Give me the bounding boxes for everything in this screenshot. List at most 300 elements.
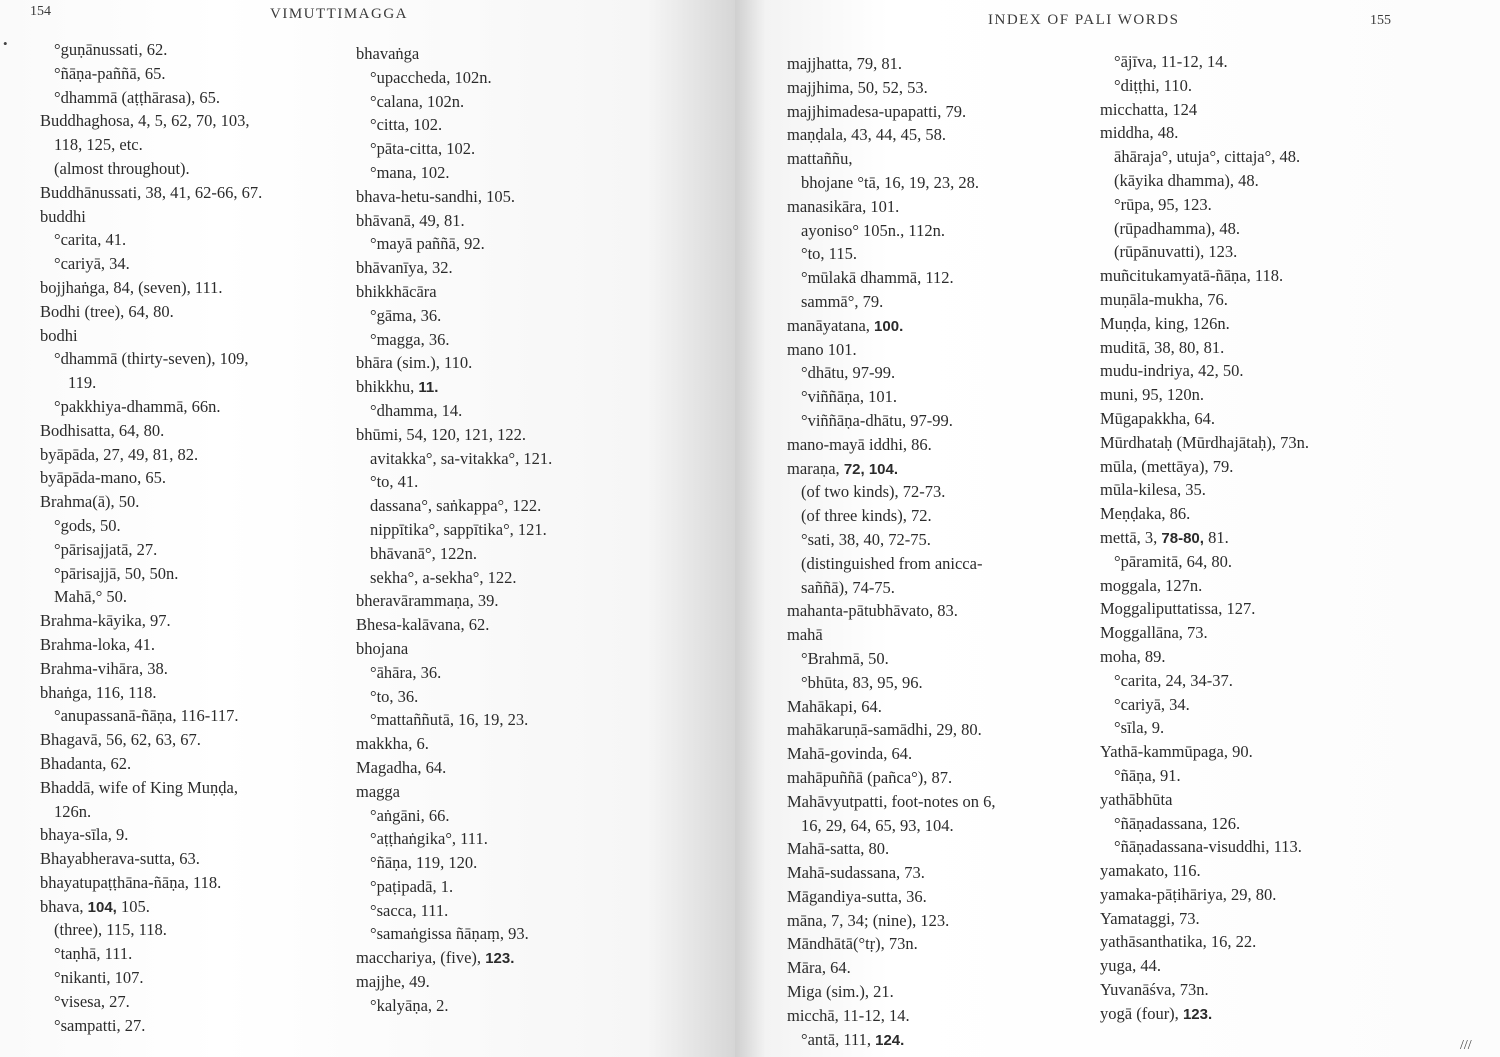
index-entry — [1100, 193, 1420, 217]
entry-text: bodhi — [40, 325, 78, 345]
entry-text: °viññāṇa-dhātu, 97-99. — [801, 410, 953, 430]
index-entry — [356, 518, 676, 542]
entry-text: macchariya, (five), — [356, 948, 486, 968]
entry-text: Mahā-satta, 80. — [787, 839, 890, 859]
entry-text: (rūpānuvatti), 123. — [1114, 242, 1238, 262]
index-entry — [40, 823, 360, 847]
entry-text: byāpāda, 27, 49, 81, 82. — [40, 444, 199, 464]
entry-text: bhava-hetu-sandhi, 105. — [356, 186, 515, 206]
entry-text: makkha, 6. — [356, 734, 429, 754]
index-entry — [1100, 1002, 1420, 1026]
entry-text: bheravārammaṇa, 39. — [356, 591, 499, 611]
entry-text: bhavaṅga — [356, 44, 420, 63]
entry-text: āhāraja°, utuja°, cittaja°, 48. — [1114, 147, 1301, 167]
entry-text: (distinguished from anicca- — [801, 553, 983, 573]
entry-text: Bhesa-kalāvana, 62. — [356, 615, 490, 635]
entry-text: °ñāṇadassana, 126. — [1114, 813, 1241, 833]
index-entry — [40, 324, 360, 348]
entry-text: byāpāda-mano, 65. — [40, 468, 166, 488]
entry-text: majjhima, 50, 52, 53. — [787, 77, 928, 97]
entry-text: yathābhūta — [1100, 789, 1173, 809]
index-entry — [787, 909, 1107, 933]
index-entry — [40, 347, 360, 371]
entry-text: °ñāṇadassana-visuddhi, 113. — [1114, 837, 1302, 857]
index-entry — [356, 137, 676, 161]
entry-text: muñcitukamyatā-ñāṇa, 118. — [1100, 266, 1284, 286]
entry-text: °pārisajjā, 50, 50n. — [54, 563, 179, 583]
entry-bold-ref: 11. — [418, 379, 439, 397]
entry-text: sekha°, a-sekha°, 122. — [370, 567, 517, 587]
entry-text: °dhammā (aṭṭhārasa), 65. — [54, 87, 221, 107]
entry-text: °bhūta, 83, 95, 96. — [801, 672, 923, 692]
entry-text: Mahākapi, 64. — [787, 696, 882, 716]
index-entry — [40, 609, 360, 633]
entry-text: manāyatana, — [787, 315, 875, 335]
index-entry — [1100, 336, 1420, 360]
entry-bold-ref: 124. — [875, 1031, 905, 1049]
index-entry — [1100, 455, 1420, 479]
right-page — [735, 0, 1500, 1057]
entry-text: Mahā-sudassana, 73. — [787, 863, 925, 883]
index-entry — [40, 657, 360, 681]
index-entry — [1100, 883, 1420, 907]
entry-text: bojjhaṅga, 84, (seven), 111. — [40, 277, 223, 297]
index-entry — [40, 395, 360, 419]
index-entry — [787, 76, 1107, 100]
entry-text: dassana°, saṅkappa°, 122. — [370, 496, 542, 516]
index-entry — [40, 86, 360, 110]
index-entry — [787, 195, 1107, 219]
index-entry — [787, 1004, 1107, 1028]
entry-text: yuga, 44. — [1100, 956, 1161, 976]
index-entry — [1100, 978, 1420, 1002]
index-entry — [787, 266, 1107, 290]
entry-text: mahāpuññā (pañca°), 87. — [787, 767, 953, 787]
index-entry — [356, 780, 676, 804]
index-entry — [356, 351, 676, 375]
index-entry — [356, 661, 676, 685]
entry-text: bhaya-sīla, 9. — [40, 825, 129, 845]
entry-text: Mahā-govinda, 64. — [787, 744, 913, 764]
index-entry — [356, 827, 676, 851]
index-entry — [40, 109, 360, 133]
index-entry — [356, 328, 676, 352]
entry-text: Māndhātā(°tṛ), 73n. — [787, 934, 918, 954]
index-entry — [1100, 312, 1420, 336]
index-entry — [787, 219, 1107, 243]
entry-text: bhikkhu, — [356, 377, 419, 397]
index-entry — [40, 205, 360, 229]
entry-bold-ref: 123. — [485, 950, 515, 968]
index-entry — [356, 280, 676, 304]
entry-text: 16, 29, 64, 65, 93, 104. — [801, 815, 954, 835]
index-entry — [787, 718, 1107, 742]
index-entry — [1100, 669, 1420, 693]
index-entry — [356, 899, 676, 923]
entry-text: (rūpadhamma), 48. — [1114, 218, 1240, 238]
entry-text: °mattaññutā, 16, 19, 23. — [370, 710, 529, 730]
index-entry — [356, 946, 676, 970]
entry-text: °sampatti, 27. — [54, 1015, 146, 1035]
entry-text: °samaṅgissa ñāṇaṃ, 93. — [370, 924, 529, 944]
index-entry — [356, 613, 676, 637]
index-entry — [787, 528, 1107, 552]
index-entry — [356, 375, 676, 399]
entry-text: Māgandiya-sutta, 36. — [787, 886, 927, 906]
index-entry — [356, 42, 676, 66]
index-entry — [787, 123, 1107, 147]
index-entry — [787, 837, 1107, 861]
entry-text: bhāvanīya, 32. — [356, 258, 453, 278]
index-entry — [40, 276, 360, 300]
index-entry — [40, 181, 360, 205]
entry-text: °pārisajjatā, 27. — [54, 539, 158, 559]
entry-text: buddhi — [40, 206, 86, 226]
index-entry — [356, 399, 676, 423]
entry-text: bhaṅga, 116, 118. — [40, 682, 157, 702]
index-entry — [356, 875, 676, 899]
index-entry — [356, 566, 676, 590]
entry-text: °aṭṭhaṅgika°, 111. — [370, 829, 488, 849]
entry-text: °viññāṇa, 101. — [801, 387, 897, 407]
index-entry — [1100, 693, 1420, 717]
entry-text: Magadha, 64. — [356, 757, 447, 777]
entry-text: °kalyāṇa, 2. — [370, 995, 449, 1015]
entry-text: maṇḍala, 43, 44, 45, 58. — [787, 125, 947, 145]
entry-text: °pāramitā, 64, 80. — [1114, 551, 1232, 571]
index-entry — [1100, 621, 1420, 645]
index-entry — [787, 504, 1107, 528]
index-entry — [1100, 716, 1420, 740]
index-entry — [1100, 288, 1420, 312]
index-entry — [356, 637, 676, 661]
entry-text: °cariyā, 34. — [1114, 694, 1190, 714]
index-entry — [356, 994, 676, 1018]
entry-text: magga — [356, 781, 400, 801]
entry-text: Moggaliputtatissa, 127. — [1100, 599, 1256, 619]
index-entry — [1100, 145, 1420, 169]
index-entry — [40, 1014, 360, 1038]
entry-text: majjhe, 49. — [356, 972, 430, 992]
index-entry — [40, 133, 360, 157]
index-entry — [356, 589, 676, 613]
entry-text: °gods, 50. — [54, 515, 121, 535]
index-entry — [787, 409, 1107, 433]
index-entry — [1100, 383, 1420, 407]
entry-text: muditā, 38, 80, 81. — [1100, 337, 1225, 357]
entry-text: °mayā paññā, 92. — [370, 234, 485, 254]
index-entry — [787, 623, 1107, 647]
page-number-left: 154 — [30, 4, 51, 19]
entry-text: °aṅgāni, 66. — [370, 805, 450, 825]
entry-text: °Brahmā, 50. — [801, 648, 889, 668]
entry-text: °ñāṇa, 119, 120. — [370, 853, 478, 873]
index-entry — [356, 447, 676, 471]
corner-mark: /// — [1460, 1038, 1472, 1053]
index-entry — [1100, 74, 1420, 98]
entry-text: °paṭipadā, 1. — [370, 876, 454, 896]
index-entry — [356, 66, 676, 90]
entry-text: majjhatta, 79, 81. — [787, 54, 903, 73]
entry-text: (almost throughout). — [54, 158, 190, 178]
page-number-right: 155 — [1370, 13, 1391, 28]
entry-text: (kāyika dhamma), 48. — [1114, 170, 1259, 190]
entry-text: °visesa, 27. — [54, 991, 130, 1011]
right-column-2 — [1100, 50, 1420, 1026]
entry-text: mahā — [787, 625, 823, 645]
entry-text: Yuvanāśva, 73n. — [1100, 980, 1209, 1000]
index-entry — [1100, 812, 1420, 836]
entry-text: Moggallāna, 73. — [1100, 623, 1208, 643]
index-entry — [787, 980, 1107, 1004]
entry-text: maraṇa, — [787, 458, 844, 478]
entry-text: mūla-kilesa, 35. — [1100, 480, 1206, 500]
entry-text: saññā), 74-75. — [801, 577, 895, 597]
entry-text: °carita, 41. — [54, 230, 127, 250]
entry-text: majjhimadesa-upapatti, 79. — [787, 101, 967, 121]
entry-text: muṇāla-mukha, 76. — [1100, 289, 1228, 309]
index-entry — [787, 552, 1107, 576]
index-entry — [1100, 835, 1420, 859]
margin-mark: • — [3, 36, 8, 51]
entry-text: °mana, 102. — [370, 162, 450, 182]
entry-text: Yamataggi, 73. — [1100, 908, 1200, 928]
index-entry — [356, 161, 676, 185]
running-header-right: INDEX OF PALI WORDS — [988, 12, 1180, 28]
entry-text: Bhaddā, wife of King Muṇḍa, — [40, 777, 238, 797]
entry-text: Miga (sim.), 21. — [787, 982, 894, 1002]
entry-bold-ref: 104, — [87, 898, 117, 916]
entry-text: °antā, 111, — [801, 1029, 876, 1049]
entry-text: Brahma-vihāra, 38. — [40, 658, 168, 678]
index-entry — [787, 1028, 1107, 1052]
index-entry — [356, 232, 676, 256]
entry-text: mudu-indriya, 42, 50. — [1100, 361, 1244, 381]
index-entry — [1100, 359, 1420, 383]
index-entry — [40, 514, 360, 538]
index-entry — [40, 466, 360, 490]
index-entry — [356, 113, 676, 137]
index-entry — [40, 62, 360, 86]
entry-text: °dhamma, 14. — [370, 400, 463, 420]
entry-text: 118, 125, etc. — [54, 135, 143, 155]
entry-text: °dhātu, 97-99. — [801, 363, 896, 383]
entry-text: °pakkhiya-dhammā, 66n. — [54, 396, 221, 416]
index-entry — [40, 966, 360, 990]
entry-text: °mūlakā dhammā, 112. — [801, 268, 954, 288]
entry-text: Mūgapakkha, 64. — [1100, 408, 1216, 428]
entry-text: muni, 95, 120n. — [1100, 385, 1205, 405]
entry-text: °calana, 102n. — [370, 91, 465, 111]
entry-text: °āhāra, 36. — [370, 662, 442, 682]
index-entry — [40, 443, 360, 467]
entry-text: Meṇḍaka, 86. — [1100, 504, 1191, 524]
index-entry — [787, 457, 1107, 481]
entry-text: °taṇhā, 111. — [54, 944, 133, 964]
index-entry — [787, 932, 1107, 956]
entry-text: Muṇḍa, king, 126n. — [1100, 313, 1230, 333]
entry-text: Bhadanta, 62. — [40, 753, 132, 773]
index-entry — [1100, 859, 1420, 883]
index-entry — [40, 871, 360, 895]
entry-text: Māra, 64. — [787, 958, 851, 978]
index-entry — [787, 100, 1107, 124]
index-entry — [787, 433, 1107, 457]
index-entry — [787, 814, 1107, 838]
index-entry — [40, 300, 360, 324]
index-entry — [356, 756, 676, 780]
entry-bold-ref: 72, 104. — [843, 460, 899, 478]
index-entry — [787, 361, 1107, 385]
entry-text-after: 81. — [1203, 527, 1229, 547]
entry-bold-ref: 123. — [1182, 1005, 1213, 1023]
running-header-left: VIMUTTIMAGGA — [270, 6, 408, 22]
entry-text: avitakka°, sa-vitakka°, 121. — [370, 448, 553, 468]
index-entry — [40, 681, 360, 705]
entry-text: manasikāra, 101. — [787, 196, 900, 216]
index-entry — [787, 52, 1107, 76]
entry-text: sammā°, 79. — [801, 291, 884, 311]
entry-text: micchā, 11-12, 14. — [787, 1005, 910, 1025]
entry-text: °diṭṭhi, 110. — [1114, 75, 1192, 95]
entry-text: moggala, 127n. — [1100, 575, 1203, 595]
entry-text: °pāta-citta, 102. — [370, 139, 476, 159]
index-entry — [787, 956, 1107, 980]
entry-text: mano 101. — [787, 339, 857, 359]
entry-text: nippītika°, sappītika°, 121. — [370, 519, 547, 539]
index-entry — [787, 480, 1107, 504]
entry-text: Brahma(ā), 50. — [40, 492, 140, 512]
index-entry — [787, 338, 1107, 362]
index-entry — [1100, 574, 1420, 598]
index-entry — [787, 242, 1107, 266]
index-entry — [356, 732, 676, 756]
index-entry — [40, 776, 360, 800]
index-entry — [40, 228, 360, 252]
index-entry — [787, 742, 1107, 766]
index-entry — [1100, 50, 1420, 74]
left-page — [0, 0, 735, 1057]
index-entry — [356, 542, 676, 566]
entry-text: middha, 48. — [1100, 123, 1179, 143]
index-entry — [787, 695, 1107, 719]
entry-text: °ñāṇa, 91. — [1114, 765, 1181, 785]
entry-text: Mahā,° 50. — [54, 587, 128, 607]
entry-text: Buddhaghosa, 4, 5, 62, 70, 103, — [40, 111, 250, 131]
entry-text: Mahāvyutpatti, foot-notes on 6, — [787, 791, 996, 811]
entry-text: mūla, (mettāya), 79. — [1100, 456, 1234, 476]
entry-text: Bhayabherava-sutta, 63. — [40, 849, 200, 869]
entry-text: Brahma-kāyika, 97. — [40, 611, 171, 631]
index-entry — [40, 918, 360, 942]
index-entry — [1100, 169, 1420, 193]
entry-text: °ājīva, 11-12, 14. — [1114, 52, 1228, 71]
index-entry — [40, 847, 360, 871]
entry-text: yogā (four), — [1100, 1003, 1183, 1023]
index-entry — [40, 704, 360, 728]
entry-text: moha, 89. — [1100, 646, 1166, 666]
index-entry — [40, 633, 360, 657]
index-entry — [356, 804, 676, 828]
index-entry — [356, 922, 676, 946]
index-entry — [787, 885, 1107, 909]
index-entry — [356, 470, 676, 494]
entry-text: māna, 7, 34; (nine), 123. — [787, 910, 950, 930]
entry-text: °to, 41. — [370, 472, 419, 492]
index-entry — [40, 371, 360, 395]
index-entry — [40, 562, 360, 586]
left-column-1 — [40, 38, 360, 1037]
entry-text: yamakato, 116. — [1100, 861, 1201, 881]
entry-text: °nikanti, 107. — [54, 968, 144, 988]
index-entry — [1100, 431, 1420, 455]
entry-text: °gāma, 36. — [370, 305, 442, 325]
entry-text: bhāvanā, 49, 81. — [356, 210, 465, 230]
index-entry — [356, 90, 676, 114]
entry-text: (three), 115, 118. — [54, 920, 167, 940]
entry-text: °cariyā, 34. — [54, 254, 130, 274]
index-entry — [356, 304, 676, 328]
entry-text: bhikkhācāra — [356, 281, 437, 301]
index-entry — [356, 209, 676, 233]
entry-text: 126n. — [54, 801, 92, 821]
entry-text: bhayatupaṭṭhāna-ñāṇa, 118. — [40, 872, 222, 892]
index-entry — [787, 671, 1107, 695]
index-entry — [1100, 597, 1420, 621]
index-entry — [1100, 240, 1420, 264]
entry-text: bhāra (sim.), 110. — [356, 353, 473, 373]
entry-text: bhojana — [356, 638, 409, 658]
entry-text: micchatta, 124 — [1100, 99, 1198, 119]
entry-text: °sati, 38, 40, 72-75. — [801, 529, 931, 549]
entry-text: °sacca, 111. — [370, 900, 449, 920]
index-entry — [1100, 217, 1420, 241]
entry-text: Bodhi (tree), 64, 80. — [40, 301, 174, 321]
entry-text: Mūrdhataḥ (Mūrdhajātaḥ), 73n. — [1100, 432, 1309, 452]
index-entry — [1100, 788, 1420, 812]
index-entry — [356, 256, 676, 280]
entry-text: Buddhānussati, 38, 41, 62-66, 67. — [40, 182, 263, 202]
entry-text: °dhammā (thirty-seven), 109, — [54, 349, 249, 369]
index-entry — [356, 185, 676, 209]
entry-text: mettā, 3, — [1100, 527, 1162, 547]
entry-text: °sīla, 9. — [1114, 718, 1165, 738]
entry-text: yathāsanthatika, 16, 22. — [1100, 932, 1257, 952]
entry-text: Brahma-loka, 41. — [40, 634, 156, 654]
index-entry — [787, 647, 1107, 671]
entry-text: bhāvanā°, 122n. — [370, 543, 477, 563]
entry-text: Yathā-kammūpaga, 90. — [1100, 742, 1253, 762]
index-entry — [787, 171, 1107, 195]
entry-text: °rūpa, 95, 123. — [1114, 194, 1212, 214]
index-entry — [40, 728, 360, 752]
index-entry — [787, 290, 1107, 314]
entry-text: yamaka-pāṭihāriya, 29, 80. — [1100, 884, 1277, 904]
index-entry — [40, 895, 360, 919]
entry-text: (of two kinds), 72-73. — [801, 482, 946, 502]
entry-text: °to, 36. — [370, 686, 419, 706]
index-entry — [1100, 550, 1420, 574]
right-column-1 — [787, 52, 1107, 1051]
entry-text: Bodhisatta, 64, 80. — [40, 420, 165, 440]
index-entry — [40, 538, 360, 562]
entry-text: Bhagavā, 56, 62, 63, 67. — [40, 730, 201, 750]
entry-text: (of three kinds), 72. — [801, 506, 932, 526]
index-entry — [40, 800, 360, 824]
entry-text: °citta, 102. — [370, 115, 443, 135]
index-entry — [1100, 930, 1420, 954]
entry-text: °ñāṇa-paññā, 65. — [54, 63, 166, 83]
